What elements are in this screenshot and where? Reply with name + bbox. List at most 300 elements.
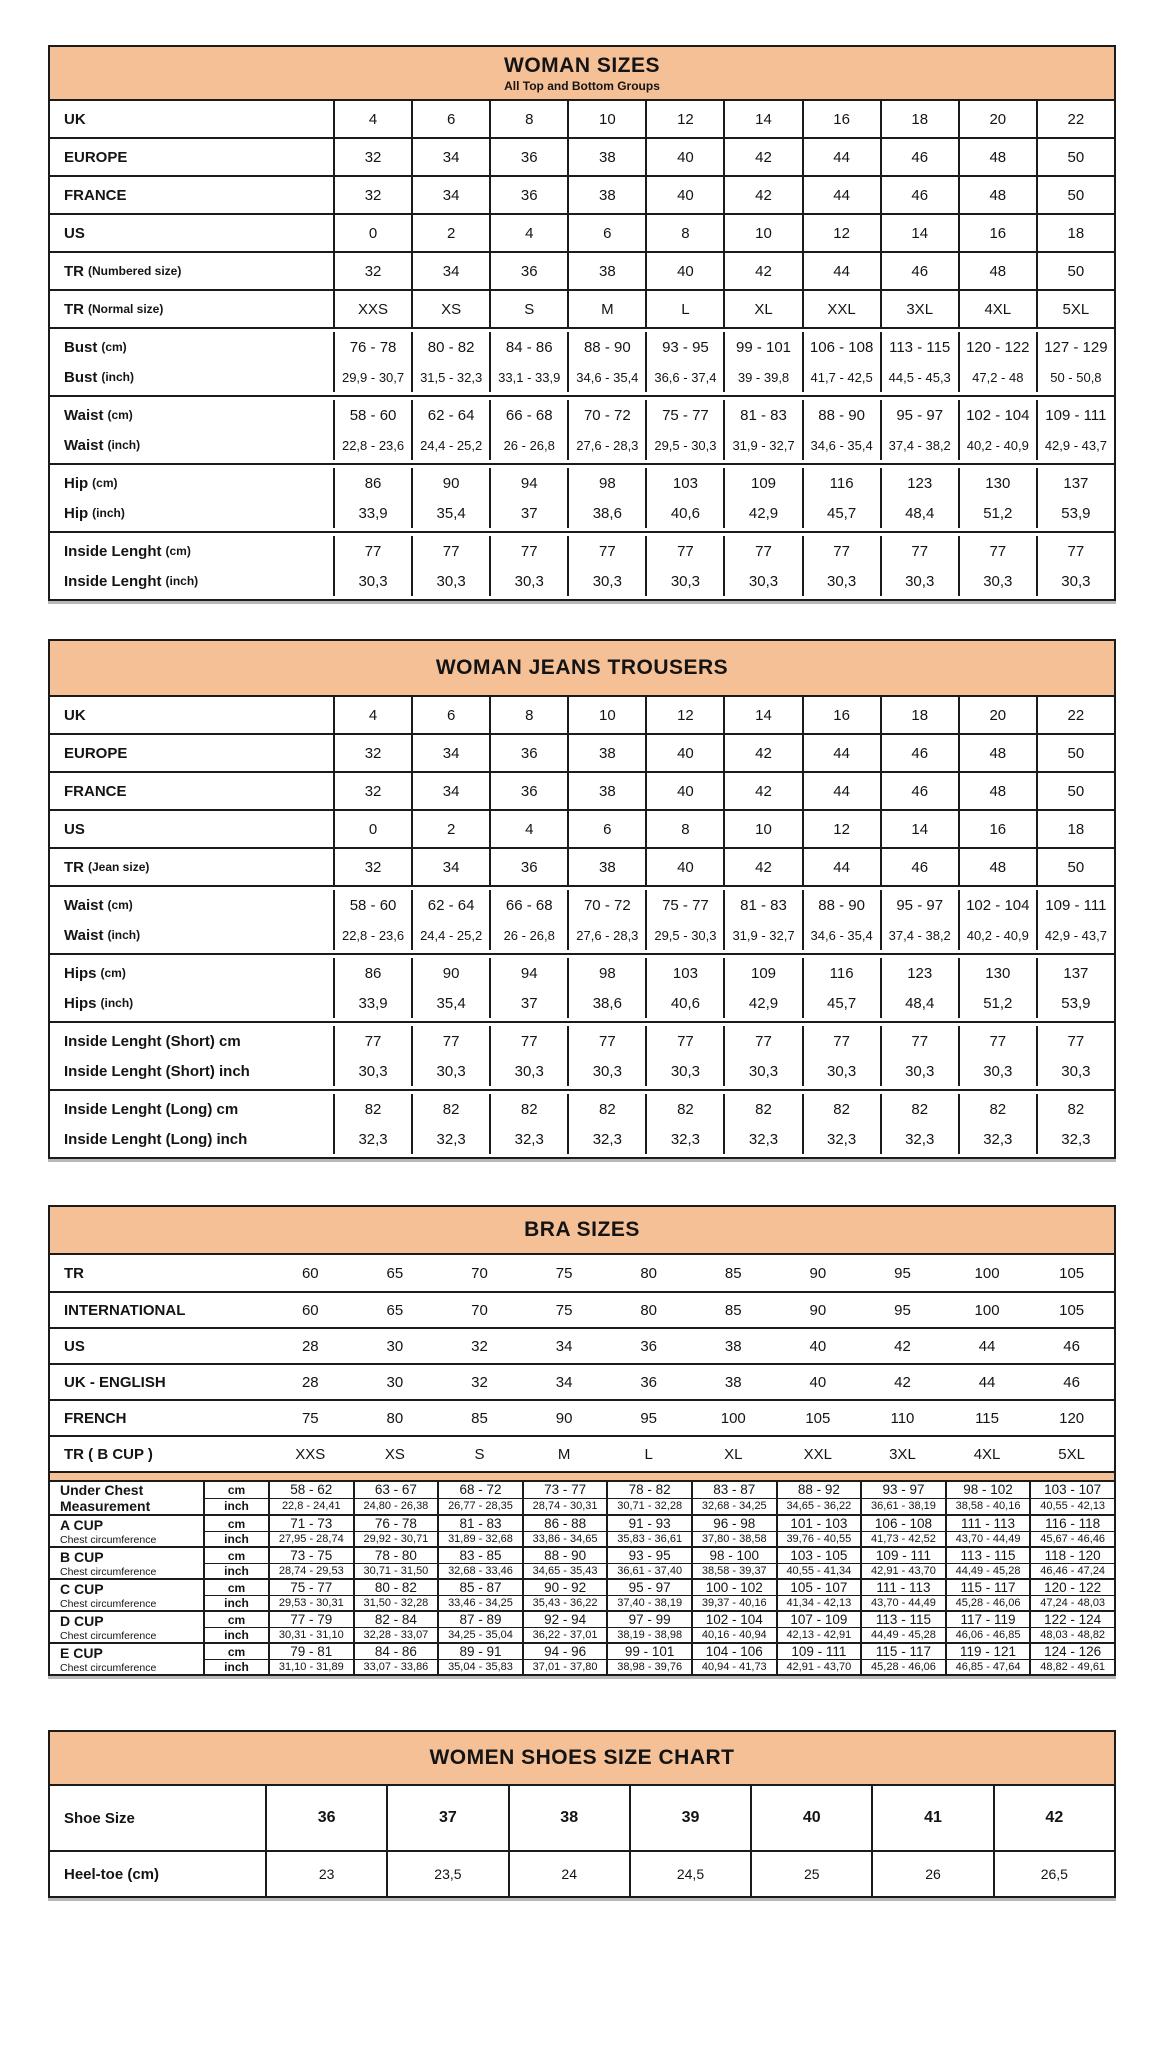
unit-label: cm — [227, 1644, 246, 1659]
bra-section-divider — [50, 1471, 1114, 1482]
size-value-cell: 42 — [723, 735, 801, 771]
size-value-cell: 30 — [386, 1373, 404, 1391]
size-value-cell: 26 - 26,8 — [489, 430, 567, 460]
size-value-cell: 30,3 — [1036, 1056, 1114, 1086]
size-value-cell: 95 - 97 — [880, 400, 958, 430]
bra-cup-body — [50, 1482, 1114, 1674]
size-value-cell: 88 - 92 — [776, 1482, 861, 1498]
table-section — [50, 1089, 1114, 1157]
size-value-cell: 77 — [880, 1026, 958, 1056]
size-value-cell: 38,6 — [567, 498, 645, 528]
row-label-text: Hips — [64, 964, 97, 982]
row-label: Shoe Size — [64, 1809, 135, 1827]
woman-sizes-body — [50, 101, 1114, 599]
size-value-cell: 30,31 - 31,10 — [268, 1628, 353, 1642]
size-value-cell: 75 — [555, 1264, 573, 1282]
size-value-cell: 96 - 98 — [691, 1516, 776, 1531]
size-value-cell: 85 — [471, 1409, 488, 1427]
size-value-cell: 4 — [489, 811, 567, 847]
table-row — [50, 177, 1114, 213]
size-value-cell: 42,13 - 42,91 — [776, 1628, 861, 1642]
size-value-cell: 46,06 - 46,85 — [945, 1628, 1030, 1642]
size-value-cell: 34,25 - 35,04 — [437, 1628, 522, 1642]
size-value-cell: 32,3 — [567, 1124, 645, 1154]
size-value-cell: 111 - 113 — [860, 1580, 945, 1595]
size-value-cell: 90 — [411, 468, 489, 498]
size-value-cell: 93 - 97 — [860, 1482, 945, 1498]
table-row — [50, 400, 1114, 430]
size-value-cell: 81 - 83 — [437, 1516, 522, 1531]
size-value-cell: 33,9 — [333, 498, 411, 528]
size-value-cell: 14 — [880, 811, 958, 847]
size-value-cell: 98 - 100 — [691, 1548, 776, 1563]
table-section — [50, 1021, 1114, 1089]
size-value-cell: 35,4 — [411, 988, 489, 1018]
cup-subtitle: Chest circumference — [60, 1597, 157, 1610]
unit-label: inch — [224, 1660, 249, 1675]
size-value-cell: 42 — [723, 139, 801, 175]
cup-rows — [205, 1644, 1114, 1674]
size-value-cell: 38 — [567, 139, 645, 175]
unit-label: cm — [227, 1580, 246, 1595]
size-value-cell: 40,16 - 40,94 — [691, 1628, 776, 1642]
size-value-cell: 75 - 77 — [268, 1580, 353, 1595]
size-value-cell: 40 — [645, 253, 723, 289]
size-value-cell: 12 — [802, 811, 880, 847]
row-label-text: TR — [64, 300, 84, 318]
size-value-cell: 77 — [411, 1026, 489, 1056]
row-label-note: (inch) — [107, 928, 141, 942]
size-value-cell: 6 — [567, 811, 645, 847]
size-value-cell: L — [645, 291, 723, 327]
size-value-cell: 82 — [1036, 1094, 1114, 1124]
size-value-cell: 32,3 — [802, 1124, 880, 1154]
size-value-cell: 31,5 - 32,3 — [411, 362, 489, 392]
row-label-text: Waist — [64, 926, 104, 944]
row-label-note: (Normal size) — [88, 302, 164, 316]
size-value-cell: 37,4 - 38,2 — [880, 920, 958, 950]
table-section — [50, 531, 1114, 599]
size-value-cell: 30,3 — [958, 566, 1036, 596]
size-value-cell: 32 — [333, 773, 411, 809]
size-value-cell: 30,3 — [802, 1056, 880, 1086]
size-value-cell: 88 - 90 — [802, 400, 880, 430]
size-value-cell: 77 — [567, 1026, 645, 1056]
cup-name: D CUP — [60, 1612, 104, 1629]
size-value-cell: 45,7 — [802, 988, 880, 1018]
size-value-cell: 10 — [723, 811, 801, 847]
size-value-cell: 62 - 64 — [411, 890, 489, 920]
size-value-cell: 2 — [411, 215, 489, 251]
size-value-cell: 83 - 87 — [691, 1482, 776, 1498]
size-value-cell: 95 — [894, 1301, 911, 1319]
size-value-cell: 77 - 79 — [268, 1612, 353, 1627]
size-value-cell: 87 - 89 — [437, 1612, 522, 1627]
size-value-cell: 48,82 - 49,61 — [1029, 1660, 1114, 1674]
table-row — [50, 215, 1114, 251]
size-value-cell: 32,28 - 33,07 — [353, 1628, 438, 1642]
row-label: US — [64, 1337, 85, 1355]
size-value-cell: 51,2 — [958, 498, 1036, 528]
jeans-trousers-table — [48, 639, 1116, 1159]
size-value-cell: 34,6 - 35,4 — [567, 362, 645, 392]
size-value-cell: 66 - 68 — [489, 400, 567, 430]
size-value-cell: 70 — [471, 1264, 488, 1282]
shoes-size-body — [50, 1786, 1114, 1896]
size-value-cell: 6 — [411, 697, 489, 733]
size-value-cell: 8 — [645, 811, 723, 847]
size-value-cell: M — [567, 291, 645, 327]
table-section — [50, 809, 1114, 847]
size-value-cell: 22,8 - 23,6 — [333, 430, 411, 460]
size-value-cell: 29,9 - 30,7 — [333, 362, 411, 392]
size-value-cell: 88 - 90 — [802, 890, 880, 920]
table-row — [50, 430, 1114, 460]
size-value-cell: XS — [411, 291, 489, 327]
size-value-cell: 44 — [802, 253, 880, 289]
row-label — [50, 773, 333, 809]
row-label: TR — [64, 1264, 84, 1282]
size-value-cell: 48 — [958, 253, 1036, 289]
size-value-cell: 41 — [871, 1786, 992, 1850]
row-label — [50, 1056, 333, 1086]
row-label-text: EUROPE — [64, 744, 128, 762]
bra-sizes-top-body — [50, 1255, 1114, 1471]
size-value-cell: 84 - 86 — [353, 1644, 438, 1659]
size-value-cell: 86 - 88 — [522, 1516, 607, 1531]
size-value-cell: 18 — [880, 697, 958, 733]
size-value-cell: 42,91 - 43,70 — [776, 1660, 861, 1674]
size-value-cell: 32,68 - 34,25 — [691, 1499, 776, 1515]
row-label-note: (cm) — [92, 476, 118, 490]
size-value-cell: 99 - 101 — [606, 1644, 691, 1659]
row-label: INTERNATIONAL — [64, 1301, 186, 1319]
bra-sizes-header — [50, 1207, 1114, 1255]
size-value-cell: 30,3 — [958, 1056, 1036, 1086]
table-row — [205, 1580, 1114, 1595]
size-value-cell: 40 — [645, 177, 723, 213]
size-value-cell: 40,55 - 42,13 — [1029, 1499, 1114, 1515]
size-value-cell: 53,9 — [1036, 498, 1114, 528]
row-label — [50, 362, 333, 392]
size-value-cell: 40 — [645, 735, 723, 771]
size-value-cell: 48,03 - 48,82 — [1029, 1628, 1114, 1642]
size-value-cell: 75 - 77 — [645, 890, 723, 920]
size-value-cell: 30,3 — [333, 566, 411, 596]
size-value-cell: 105 — [805, 1409, 831, 1427]
size-value-cell: 30,3 — [645, 1056, 723, 1086]
size-value-cell: 29,92 - 30,71 — [353, 1532, 438, 1546]
cup-name: E CUP — [60, 1644, 103, 1661]
size-value-cell: 41,73 - 42,52 — [860, 1532, 945, 1546]
size-value-cell: 32,3 — [1036, 1124, 1114, 1154]
size-value-cell: 116 - 118 — [1029, 1516, 1114, 1531]
size-value-cell: 44 — [802, 177, 880, 213]
size-value-cell: 75 — [555, 1301, 573, 1319]
size-value-cell: 44 — [978, 1373, 996, 1391]
unit-label: cm — [227, 1548, 246, 1563]
row-label-note: (cm) — [107, 898, 133, 912]
size-value-cell: 31,50 - 32,28 — [353, 1596, 438, 1610]
size-value-cell: 60 — [301, 1264, 319, 1282]
size-value-cell: 80 - 82 — [411, 332, 489, 362]
size-value-cell: 36 — [489, 849, 567, 885]
size-value-cell: 95 — [640, 1409, 658, 1427]
size-value-cell: 46,46 - 47,24 — [1029, 1564, 1114, 1578]
size-value-cell: 85 — [724, 1264, 742, 1282]
size-value-cell: 34,65 - 36,22 — [776, 1499, 861, 1515]
size-value-cell: 42 — [894, 1337, 911, 1355]
table-row — [50, 536, 1114, 566]
table-row — [50, 566, 1114, 596]
size-value-cell: 58 - 60 — [333, 400, 411, 430]
size-value-cell: 8 — [645, 215, 723, 251]
size-value-cell: 14 — [723, 697, 801, 733]
table-section — [50, 137, 1114, 175]
size-value-cell: 26 — [871, 1852, 992, 1896]
size-value-cell: M — [557, 1445, 571, 1463]
size-value-cell: 100 — [720, 1409, 746, 1427]
size-value-cell: 82 — [333, 1094, 411, 1124]
row-label-note: (Numbered size) — [88, 264, 182, 278]
size-value-cell: 32 — [333, 139, 411, 175]
size-value-cell: XXS — [333, 291, 411, 327]
size-value-cell: 20 — [958, 697, 1036, 733]
size-value-cell: 79 - 81 — [268, 1644, 353, 1659]
row-label-text: Inside Lenght — [64, 542, 162, 560]
size-value-cell: 39 - 39,8 — [723, 362, 801, 392]
size-value-cell: 77 — [958, 1026, 1036, 1056]
size-value-cell: 0 — [333, 215, 411, 251]
size-value-cell: 40,55 - 41,34 — [776, 1564, 861, 1578]
row-label: FRENCH — [64, 1409, 127, 1427]
cup-section — [50, 1514, 1114, 1546]
size-value-cell: 68 - 72 — [437, 1482, 522, 1498]
size-value-cell: 31,9 - 32,7 — [723, 430, 801, 460]
size-value-cell: 24,4 - 25,2 — [411, 430, 489, 460]
size-value-cell: 31,89 - 32,68 — [437, 1532, 522, 1546]
size-value-cell: 18 — [1036, 215, 1114, 251]
size-value-cell: 137 — [1036, 958, 1114, 988]
size-value-cell: 35,43 - 36,22 — [522, 1596, 607, 1610]
size-value-cell: 31,10 - 31,89 — [268, 1660, 353, 1674]
row-label — [50, 400, 333, 430]
size-value-cell: 33,9 — [333, 988, 411, 1018]
row-label-note: (cm) — [100, 966, 126, 980]
row-label — [50, 177, 333, 213]
size-value-cell: 100 — [974, 1264, 1000, 1282]
size-value-cell: 77 — [1036, 1026, 1114, 1056]
size-value-cell: 102 - 104 — [958, 400, 1036, 430]
size-value-cell: 37,01 - 37,80 — [522, 1660, 607, 1674]
size-value-cell: 50 — [1036, 177, 1114, 213]
table-row — [50, 988, 1114, 1018]
row-label-text: Hip — [64, 504, 89, 522]
size-value-cell: 92 - 94 — [522, 1612, 607, 1627]
size-value-cell: 100 — [974, 1301, 1000, 1319]
size-value-cell: 46 — [1063, 1337, 1080, 1355]
unit-label: inch — [224, 1564, 249, 1579]
size-value-cell: 86 — [333, 468, 411, 498]
size-value-cell: 27,6 - 28,3 — [567, 430, 645, 460]
size-value-cell: 33,46 - 34,25 — [437, 1596, 522, 1610]
table-section — [50, 697, 1114, 733]
size-value-cell: 43,70 - 44,49 — [860, 1596, 945, 1610]
row-label-note: (inch) — [100, 996, 134, 1010]
cup-label — [50, 1580, 205, 1610]
size-value-cell: XXS — [295, 1445, 326, 1463]
row-label — [50, 101, 333, 137]
size-value-cell: 102 - 104 — [958, 890, 1036, 920]
row-label-text: Inside Lenght (Long) cm — [64, 1100, 239, 1118]
table-row — [205, 1659, 1114, 1674]
size-value-cell: 82 — [411, 1094, 489, 1124]
size-value-cell: 48,4 — [880, 988, 958, 1018]
size-value-cell: 77 — [645, 536, 723, 566]
size-value-cell: 90 — [411, 958, 489, 988]
size-value-cell: 26,5 — [993, 1852, 1114, 1896]
size-value-cell: 65 — [386, 1264, 404, 1282]
size-value-cell: 105 — [1059, 1301, 1085, 1319]
size-value-cell: 30,3 — [489, 1056, 567, 1086]
size-value-cell: 32,3 — [880, 1124, 958, 1154]
bra-size-row — [50, 1255, 1114, 1291]
cup-label — [50, 1644, 205, 1674]
size-value-cell: 82 — [723, 1094, 801, 1124]
size-value-cell: 38,98 - 39,76 — [606, 1660, 691, 1674]
table-row — [205, 1498, 1114, 1515]
row-label — [50, 536, 333, 566]
woman-sizes-header — [50, 47, 1114, 101]
size-value-cell: 23,5 — [386, 1852, 507, 1896]
size-value-cell: 41,7 - 42,5 — [802, 362, 880, 392]
size-value-cell: 50 - 50,8 — [1036, 362, 1114, 392]
row-label-note: (inch) — [165, 574, 199, 588]
size-value-cell: 80 — [386, 1409, 404, 1427]
row-label — [50, 988, 333, 1018]
unit-label: inch — [224, 1532, 249, 1547]
table-row — [205, 1644, 1114, 1659]
size-value-cell: 77 — [802, 536, 880, 566]
row-label — [50, 920, 333, 950]
size-value-cell: 50 — [1036, 139, 1114, 175]
size-value-cell: 46 — [880, 139, 958, 175]
size-value-cell: 91 - 93 — [606, 1516, 691, 1531]
row-label-text: TR — [64, 858, 84, 876]
size-value-cell: 36 — [489, 139, 567, 175]
row-label-note: (cm) — [101, 340, 127, 354]
size-value-cell: 42 — [723, 253, 801, 289]
table-section — [50, 463, 1114, 531]
size-value-cell: 36 — [489, 177, 567, 213]
size-value-cell: 103 - 107 — [1029, 1482, 1114, 1498]
size-value-cell: 70 — [471, 1301, 488, 1319]
size-value-cell: 36 — [265, 1786, 386, 1850]
table-row — [50, 1124, 1114, 1154]
size-value-cell: 38 — [567, 849, 645, 885]
size-value-cell: 84 - 86 — [489, 332, 567, 362]
size-value-cell: 45,67 - 46,46 — [1029, 1532, 1114, 1546]
size-value-cell: 82 - 84 — [353, 1612, 438, 1627]
size-value-cell: 40,2 - 40,9 — [958, 430, 1036, 460]
bra-size-row — [50, 1435, 1114, 1471]
size-value-cell: 4 — [333, 101, 411, 137]
row-label — [50, 430, 333, 460]
row-label-text: EUROPE — [64, 148, 128, 166]
size-value-cell: 20 — [958, 101, 1036, 137]
size-value-cell: 95 - 97 — [606, 1580, 691, 1595]
size-value-cell: 28 — [301, 1337, 319, 1355]
size-value-cell: 122 - 124 — [1029, 1612, 1114, 1627]
unit-label: cm — [227, 1612, 246, 1627]
size-value-cell: 36,61 - 37,40 — [606, 1564, 691, 1578]
size-value-cell: 109 — [723, 468, 801, 498]
shoes-size-table — [48, 1730, 1116, 1898]
bra-size-row — [50, 1399, 1114, 1435]
unit-label: inch — [224, 1596, 249, 1611]
size-value-cell: 36 — [640, 1373, 658, 1391]
size-value-cell: 71 - 73 — [268, 1516, 353, 1531]
size-value-cell: 109 - 111 — [1036, 400, 1114, 430]
size-value-cell: 30,71 - 31,50 — [353, 1564, 438, 1578]
row-label — [50, 958, 333, 988]
size-value-cell: 82 — [802, 1094, 880, 1124]
row-label-text: US — [64, 820, 85, 838]
row-label: UK - ENGLISH — [64, 1373, 166, 1391]
table-section — [50, 885, 1114, 953]
shoes-size-title: WOMEN SHOES SIZE CHART — [429, 1746, 735, 1770]
size-value-cell: 32,3 — [645, 1124, 723, 1154]
size-value-cell: 73 - 75 — [268, 1548, 353, 1563]
size-value-cell: 48,4 — [880, 498, 958, 528]
cup-name: A CUP — [60, 1516, 104, 1533]
size-value-cell: 38,19 - 38,98 — [606, 1628, 691, 1642]
table-section — [50, 175, 1114, 213]
size-value-cell: 32 — [333, 253, 411, 289]
size-value-cell: 78 - 82 — [606, 1482, 691, 1498]
size-value-cell: 75 - 77 — [645, 400, 723, 430]
size-value-cell: 18 — [880, 101, 958, 137]
size-value-cell: 36,61 - 38,19 — [860, 1499, 945, 1515]
row-label-text: TR — [64, 262, 84, 280]
size-value-cell: 25 — [750, 1852, 871, 1896]
cup-section — [50, 1482, 1114, 1514]
size-value-cell: 62 - 64 — [411, 400, 489, 430]
size-value-cell: 32,3 — [958, 1124, 1036, 1154]
size-value-cell: 106 - 108 — [802, 332, 880, 362]
row-label — [50, 498, 333, 528]
table-row — [50, 1026, 1114, 1056]
size-value-cell: 77 — [489, 536, 567, 566]
size-value-cell: 90 — [809, 1264, 827, 1282]
table-row — [205, 1563, 1114, 1578]
row-label-text: Bust — [64, 338, 98, 356]
row-label — [50, 1026, 333, 1056]
cup-subtitle: Chest circumference — [60, 1565, 157, 1578]
table-section — [50, 289, 1114, 327]
cup-rows — [205, 1612, 1114, 1642]
size-value-cell: 38 — [724, 1337, 742, 1355]
size-value-cell: 12 — [645, 697, 723, 733]
size-value-cell: 12 — [645, 101, 723, 137]
size-value-cell: 130 — [958, 958, 1036, 988]
table-row — [205, 1612, 1114, 1627]
size-value-cell: 90 - 92 — [522, 1580, 607, 1595]
table-row — [50, 1094, 1114, 1124]
row-label-text: Hip — [64, 474, 89, 492]
cup-subtitle: Chest circumference — [60, 1661, 157, 1674]
row-label — [50, 566, 333, 596]
